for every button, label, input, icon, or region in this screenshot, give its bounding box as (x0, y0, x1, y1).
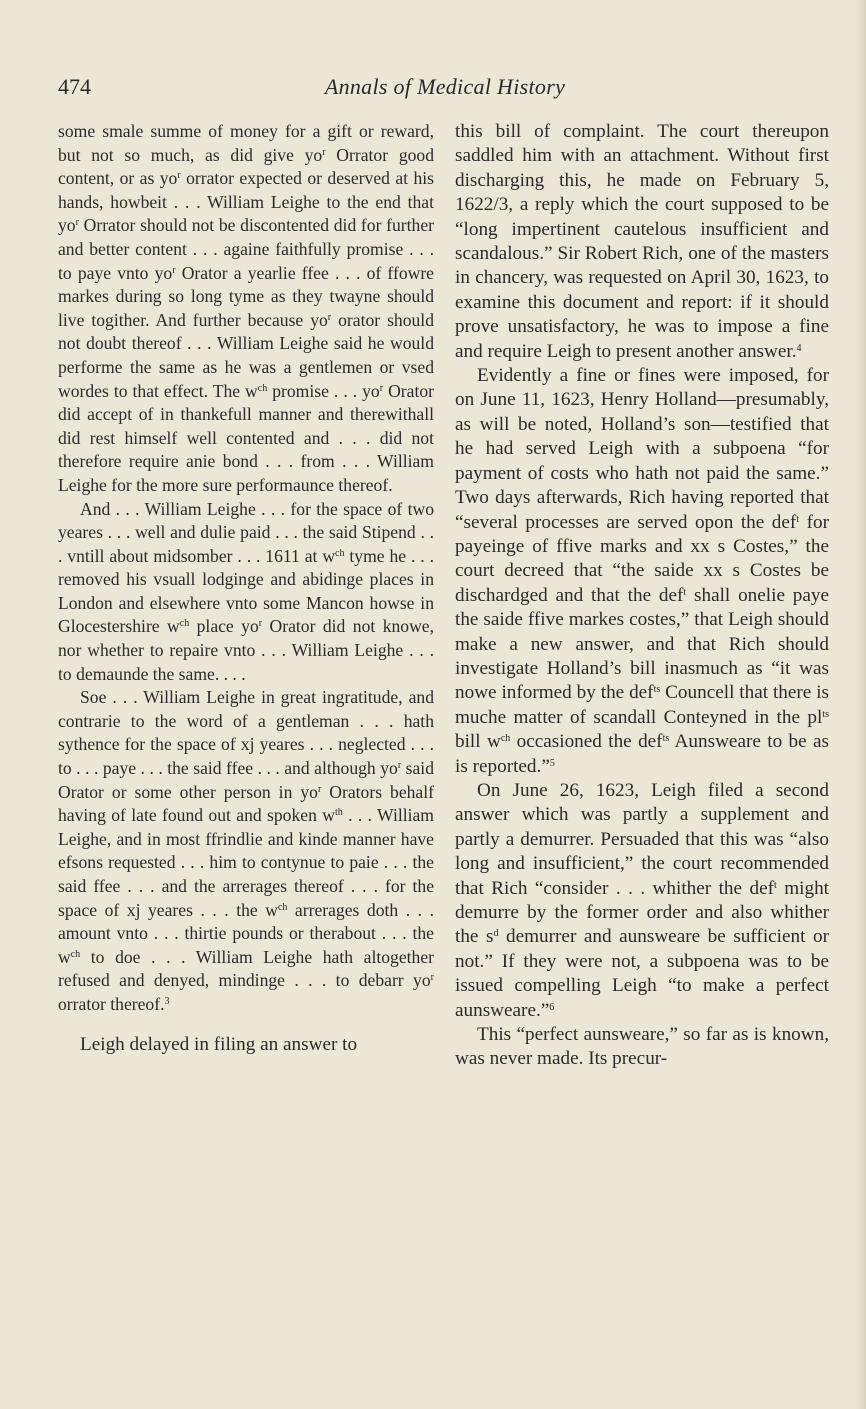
superscript: ts (653, 684, 661, 696)
text-run: orator should not doubt thereof . . . William Leighe said he would performe the same as he was a gentlemen or vsed wordes to that effect. The w (58, 309, 434, 401)
paragraph (455, 120, 829, 364)
superscript: r (317, 783, 322, 795)
text-run: arrerages doth . . . amount vnto . . . thirtie pounds or therabout . . . the w (58, 899, 434, 967)
text-run: bill w (455, 731, 501, 753)
running-title: Annals of Medical History (324, 74, 566, 99)
right-column (455, 120, 829, 1072)
superscript: ts (822, 708, 829, 720)
paragraph (455, 779, 829, 1023)
superscript: t (796, 513, 800, 525)
superscript: r (397, 760, 402, 772)
superscript: r (75, 217, 79, 229)
text-run: to doe . . . William Leighe hath altogether refused and denyed, mindinge . . . to debarr yo (58, 946, 434, 991)
text-run: This “perfect aunsweare,” so far as is known, was never made. Its precur- (455, 1024, 829, 1070)
superscript: d (493, 928, 499, 940)
text-run: And . . . William Leighe . . . for the space of two yeares . . . well and dulie paid . . . the said Stipend . . . vntill about midsomber . . . 1611 at w (58, 498, 434, 566)
superscript: r (379, 382, 384, 394)
text-run: Orrator should not be discontented did for further and better content . . . againe faithfully promise . . . to paye vnto yo (58, 215, 434, 283)
text-run: . . . William Leighe, and in most ffrindlie and kinde manner have efsons requested . . . him to contynue to paie . . . the said ffee . . . and the arrerages thereof . . . for the space of xj yeares . . . the w (58, 805, 434, 920)
superscript: r (430, 972, 434, 984)
superscript: ch (277, 901, 288, 913)
superscript: r (327, 311, 332, 323)
text-run: Orator did accept of in thankefull manner and therewithall did rest himself well contented and . . . did not therefore require anie bond . . . from . . . William Leighe for the more sure performaunce thereof. (58, 380, 434, 495)
superscript: 5 (549, 757, 555, 769)
text-run: Orator did not knowe, nor whether to repaire vnto . . . William Leighe . . . to demaunde the same. . . . (58, 616, 434, 684)
superscript: r (258, 618, 263, 630)
superscript: r (322, 146, 326, 158)
superscript: ch (179, 618, 190, 630)
superscript: r (172, 264, 176, 276)
superscript: r (177, 170, 181, 182)
superscript: ts (662, 733, 670, 745)
text-run: this bill of complaint. The court thereupon saddled him with an attachment. Without first discharging this, he made on February 5, 1622/3, a reply which the court supposed to be “long impertinent cautelous insufficient and scandalous.” Sir Robert Rich, one of the masters in chancery, was requested on April 30, 1623, to examine this document and report: if it should prove unsatisfactory, he was to impose a fine and require Leigh to present another answer. (455, 121, 829, 362)
paragraph (58, 1033, 434, 1057)
left-column (58, 120, 434, 1057)
text-run: shall onelie paye the saide ffive markes costes,” that Leigh should make a new answer, and that Rich should investigate Holland’s bill inasmuch as “it was nowe informed by the def (455, 584, 830, 704)
paragraph (455, 364, 829, 779)
text-run: said Orator or some other person in yo (58, 758, 434, 802)
superscript: t (683, 586, 687, 598)
text-run: might demurre by the former order and also whither the s (455, 877, 829, 948)
superscript: ch (70, 948, 81, 960)
text-run: orrator thereof. (58, 993, 165, 1014)
text-run: occasioned the def (510, 731, 663, 753)
paragraph (58, 120, 434, 498)
text-run: promise . . . yo (267, 380, 380, 401)
text-run: tyme he . . . removed his vsuall lodginge and abidinge places in London and elsewhere vnto some Mancon howse in Glocestershire w (58, 545, 434, 637)
text-run: demurrer and aunsweare be sufficient or not.” If they were not, a subpoena was to be issued compelling Leigh “to make a perfect aunsweare.” (455, 926, 829, 1021)
superscript: ch (500, 733, 511, 745)
page-number: 474 (58, 74, 91, 99)
text-run: On June 26, 1623, Leigh filed a second answer which was partly a supplement and partly a demurrer. Persuaded that this was “also long and insufficient,” the court recommended that Rich “consider . . . whither the def (455, 779, 829, 899)
superscript: ch (257, 382, 268, 394)
text-run: Orators behalf having of late found out and spoken w (58, 781, 434, 826)
text-run: Orator a yearlie ffee . . . of ffowre markes during so long tyme as they twayne should live togither. And further because yo (58, 262, 434, 330)
text-run: place yo (189, 616, 259, 637)
text-run: some smale summe of money for a gift or reward, but not so much, as did give yo (58, 121, 434, 165)
text-run: Councell that there is muche matter of scandall Conteyned in the pl (455, 682, 829, 728)
text-run: Aunsweare to be as is reported.” (455, 731, 829, 777)
text-run: for payeinge of ffive marks and xx s Costes,” the court decreed that “the saide xx s Costes be dischardged and that the def (455, 511, 829, 606)
text-run: Leigh delayed in filing an answer to (80, 1033, 358, 1055)
superscript: t (774, 879, 777, 891)
paragraph (455, 1023, 829, 1072)
superscript: 4 (796, 342, 802, 354)
paragraph (58, 498, 434, 687)
text-run: Soe . . . William Leighe in great ingratitude, and contrarie to the word of a gentleman . . . hath sythence for the space of xj yeares . . . neglected . . . to . . . paye . . . the said ffee . . . and although yo (58, 687, 434, 779)
page-edge-shadow (856, 0, 866, 1409)
superscript: th (334, 807, 343, 819)
paragraph (58, 686, 434, 1016)
text-run: Evidently a fine or fines were imposed, for on June 11, 1623, Henry Holland—presumably, as will be noted, Holland’s son—testified that he had served Leigh with a subpoena “for payment of costs who hath not paid the same.” Two days afterwards, Rich having reported that “several processes are served opon the def (455, 365, 829, 533)
superscript: ch (335, 547, 345, 559)
text-run: orrator expected or deserved at his hands, howbeit . . . William Leighe to the end that yo (58, 168, 434, 236)
superscript: 6 (549, 1001, 555, 1013)
text-run: Orrator good content, or as yo (58, 144, 435, 189)
superscript: 3 (164, 995, 170, 1007)
